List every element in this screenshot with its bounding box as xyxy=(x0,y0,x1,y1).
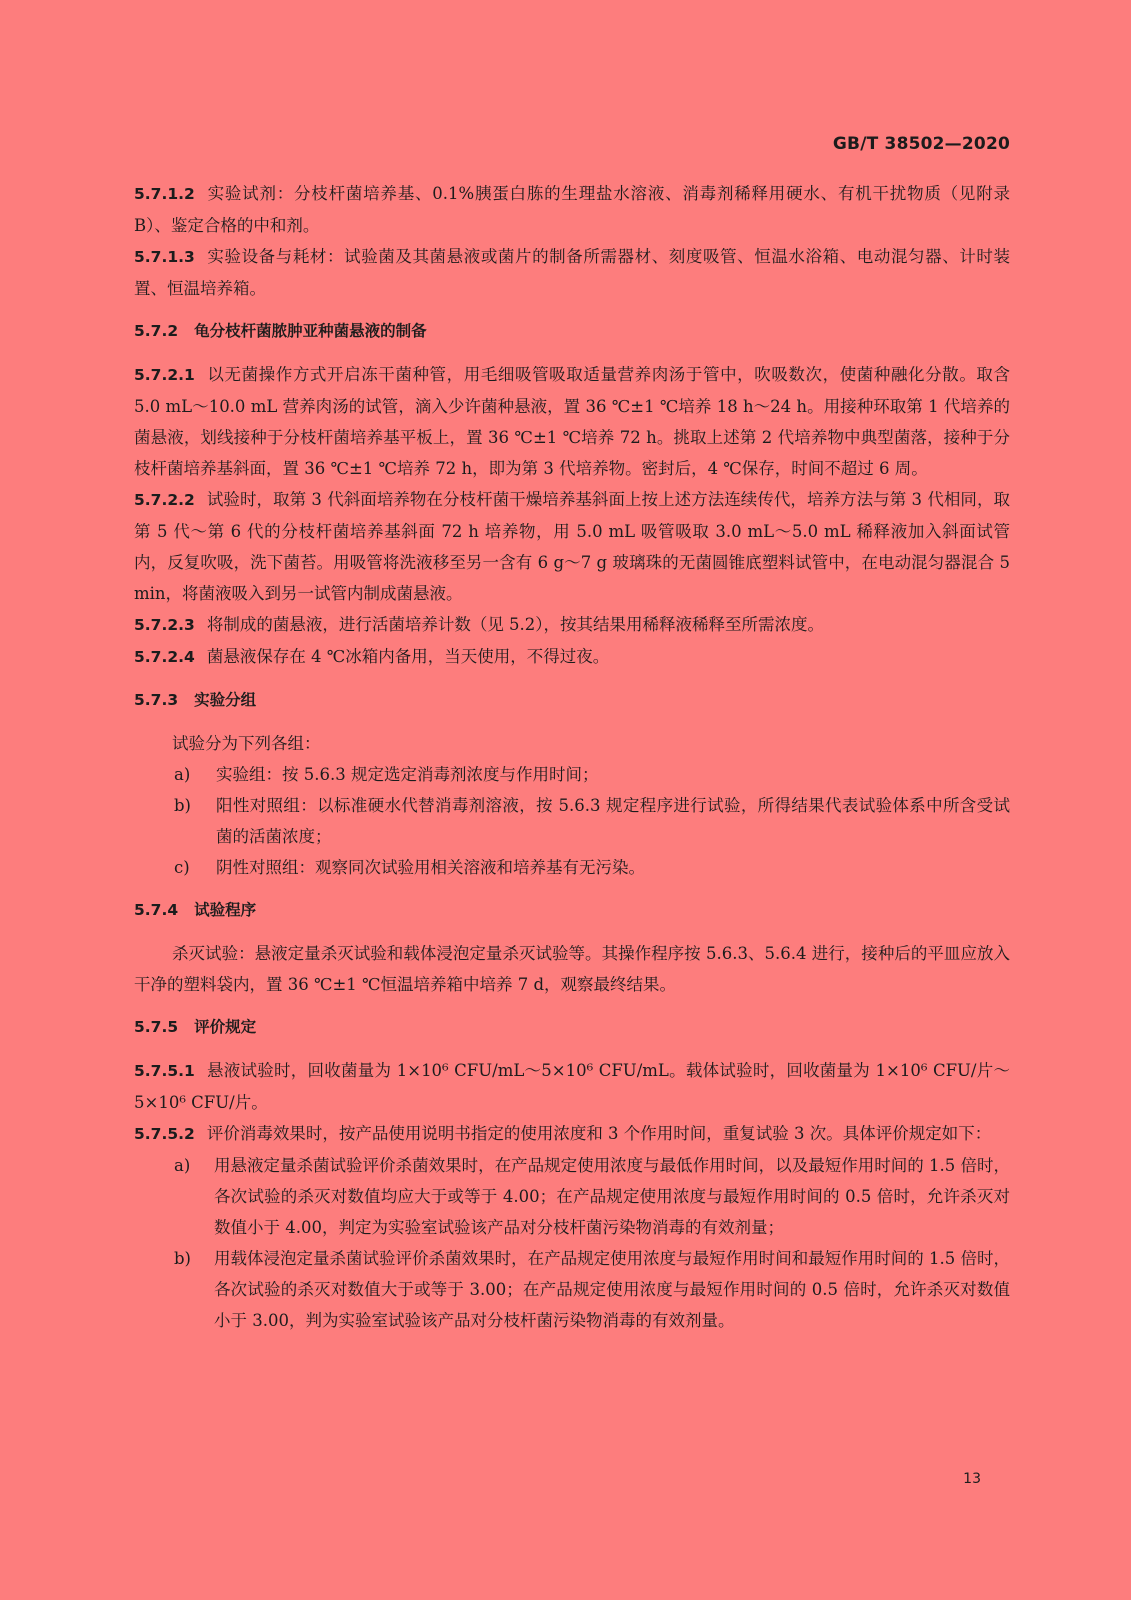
clause-number: 5.7.2.4 xyxy=(134,648,195,666)
list-item xyxy=(134,790,1010,852)
list-text: 实验组：按 5.6.3 规定选定消毒剂浓度与作用时间； xyxy=(216,765,599,784)
heading-number: 5.7.2 xyxy=(134,322,179,340)
list-item xyxy=(134,1150,1010,1243)
heading-title: 龟分枝杆菌脓肿亚种菌悬液的制备 xyxy=(194,322,427,340)
clause-5-7-5-1 xyxy=(134,1055,1010,1118)
page-content xyxy=(134,178,1010,1336)
clause-5-7-5-2 xyxy=(134,1118,1010,1150)
clause-5-7-2-3 xyxy=(134,609,1010,641)
clause-text: 实验设备与耗材：试验菌及其菌悬液或菌片的制备所需器材、刻度吸管、恒温水浴箱、电动混匀器、计时装置、恒温培养箱。 xyxy=(134,247,1010,298)
clause-text: 将制成的菌悬液，进行活菌培养计数（见 5.2），按其结果用稀释液稀释至所需浓度。 xyxy=(206,615,825,634)
clause-5-7-4-text: 杀灭试验：悬液定量杀灭试验和载体浸泡定量杀灭试验等。其操作程序按 5.6.3、5.6.4 进行，接种后的平皿应放入干净的塑料袋内，置 36 ℃±1 ℃恒温培养箱中培养 7 d，观察最终结果。 xyxy=(134,944,1010,994)
clause-5-7-2-2 xyxy=(134,484,1010,609)
list-item xyxy=(134,852,1010,883)
clause-text: 评价消毒效果时，按产品使用说明书指定的使用浓度和 3 个作用时间，重复试验 3 次。具体评价规定如下： xyxy=(206,1124,992,1143)
heading-title: 试验程序 xyxy=(194,901,257,919)
list-text: 阴性对照组：观察同次试验用相关溶液和培养基有无污染。 xyxy=(216,858,645,877)
list-text: 用载体浸泡定量杀菌试验评价杀菌效果时，在产品规定使用浓度与最短作用时间和最短作用时间的 1.5 倍时，各次试验的杀灭对数值大于或等于 3.00；在产品规定使用浓度与最短作用时间的 0.5 倍时，允许杀灭对数值小于 3.00，判为实验室试验该产品对分枝杆菌污染物消毒的有效剂量。 xyxy=(214,1249,1010,1330)
list-item xyxy=(134,1243,1010,1336)
clause-number: 5.7.2.3 xyxy=(134,616,195,634)
heading-5-7-3 xyxy=(134,685,1010,716)
heading-5-7-5 xyxy=(134,1012,1010,1043)
clause-5-7-1-3 xyxy=(134,241,1010,304)
clause-5-7-1-2 xyxy=(134,178,1010,241)
standard-code: GB/T 38502—2020 xyxy=(832,134,1010,154)
group-intro: 试验分为下列各组： xyxy=(172,734,321,753)
list-item xyxy=(134,759,1010,790)
list-label: a) xyxy=(174,1156,191,1175)
heading-number: 5.7.4 xyxy=(134,901,179,919)
clause-number: 5.7.2.1 xyxy=(134,366,195,384)
clause-text: 实验试剂：分枝杆菌培养基、0.1%胰蛋白胨的生理盐水溶液、消毒剂稀释用硬水、有机干扰物质（见附录B）、鉴定合格的中和剂。 xyxy=(134,184,1010,235)
heading-title: 实验分组 xyxy=(194,691,257,709)
clause-text: 试验时，取第 3 代斜面培养物在分枝杆菌干燥培养基斜面上按上述方法连续传代，培养方法与第 3 代相同，取第 5 代～第 6 代的分枝杆菌培养基斜面 72 h 培养物，用 5.0 mL 吸管吸取 3.0 mL～5.0 mL 稀释液加入斜面试管内，反复吹吸，洗下菌苔。用吸管将洗液移至另一含有 6 g～7 g 玻璃珠的无菌圆锥底塑料试管中，在电动混匀器混合 5 min，将菌液吸入到另一试管内制成菌悬液。 xyxy=(134,490,1010,603)
clause-number: 5.7.2.2 xyxy=(134,491,195,509)
heading-5-7-4 xyxy=(134,895,1010,926)
heading-title: 评价规定 xyxy=(194,1018,257,1036)
list-text: 用悬液定量杀菌试验评价杀菌效果时，在产品规定使用浓度与最低作用时间，以及最短作用时间的 1.5 倍时，各次试验的杀灭对数值均应大于或等于 4.00；在产品规定使用浓度与最短作用时间的 0.5 倍时，允许杀灭对数值小于 4.00，判定为实验室试验该产品对分枝杆菌污染物消毒的有效剂量； xyxy=(214,1156,1010,1237)
clause-number: 5.7.1.3 xyxy=(134,248,195,266)
clause-text: 悬液试验时，回收菌量为 1×10⁶ CFU/mL～5×10⁶ CFU/mL。载体试验时，回收菌量为 1×10⁶ CFU/片～5×10⁶ CFU/片。 xyxy=(134,1061,1010,1112)
clause-5-7-2-1 xyxy=(134,359,1010,484)
clause-text: 菌悬液保存在 4 ℃冰箱内备用，当天使用，不得过夜。 xyxy=(206,647,610,666)
clause-number: 5.7.5.1 xyxy=(134,1062,195,1080)
list-label: b) xyxy=(174,1249,191,1268)
clause-5-7-2-4 xyxy=(134,641,1010,673)
list-text: 阳性对照组：以标准硬水代替消毒剂溶液，按 5.6.3 规定程序进行试验，所得结果代表试验体系中所含受试菌的活菌浓度； xyxy=(216,796,1010,846)
heading-number: 5.7.5 xyxy=(134,1018,179,1036)
list-label: a) xyxy=(174,765,191,784)
clause-number: 5.7.5.2 xyxy=(134,1125,195,1143)
clause-number: 5.7.1.2 xyxy=(134,185,195,203)
clause-text: 以无菌操作方式开启冻干菌种管，用毛细吸管吸取适量营养肉汤于管中，吹吸数次，使菌种融化分散。取含 5.0 mL～10.0 mL 营养肉汤的试管，滴入少许菌种悬液，置 36 ℃±1 ℃培养 18 h～24 h。用接种环取第 1 代培养的菌悬液，划线接种于分枝杆菌培养基平板上，置 36 ℃±1 ℃培养 72 h。挑取上述第 2 代培养物中典型菌落，接种于分枝杆菌培养基斜面，置 36 ℃±1 ℃培养 72 h，即为第 3 代培养物。密封后，4 ℃保存，时间不超过 6 周。 xyxy=(134,365,1010,478)
list-label: c) xyxy=(174,858,190,877)
heading-5-7-2 xyxy=(134,316,1010,347)
page-number: 13 xyxy=(963,1471,981,1487)
heading-number: 5.7.3 xyxy=(134,691,179,709)
list-label: b) xyxy=(174,796,191,815)
